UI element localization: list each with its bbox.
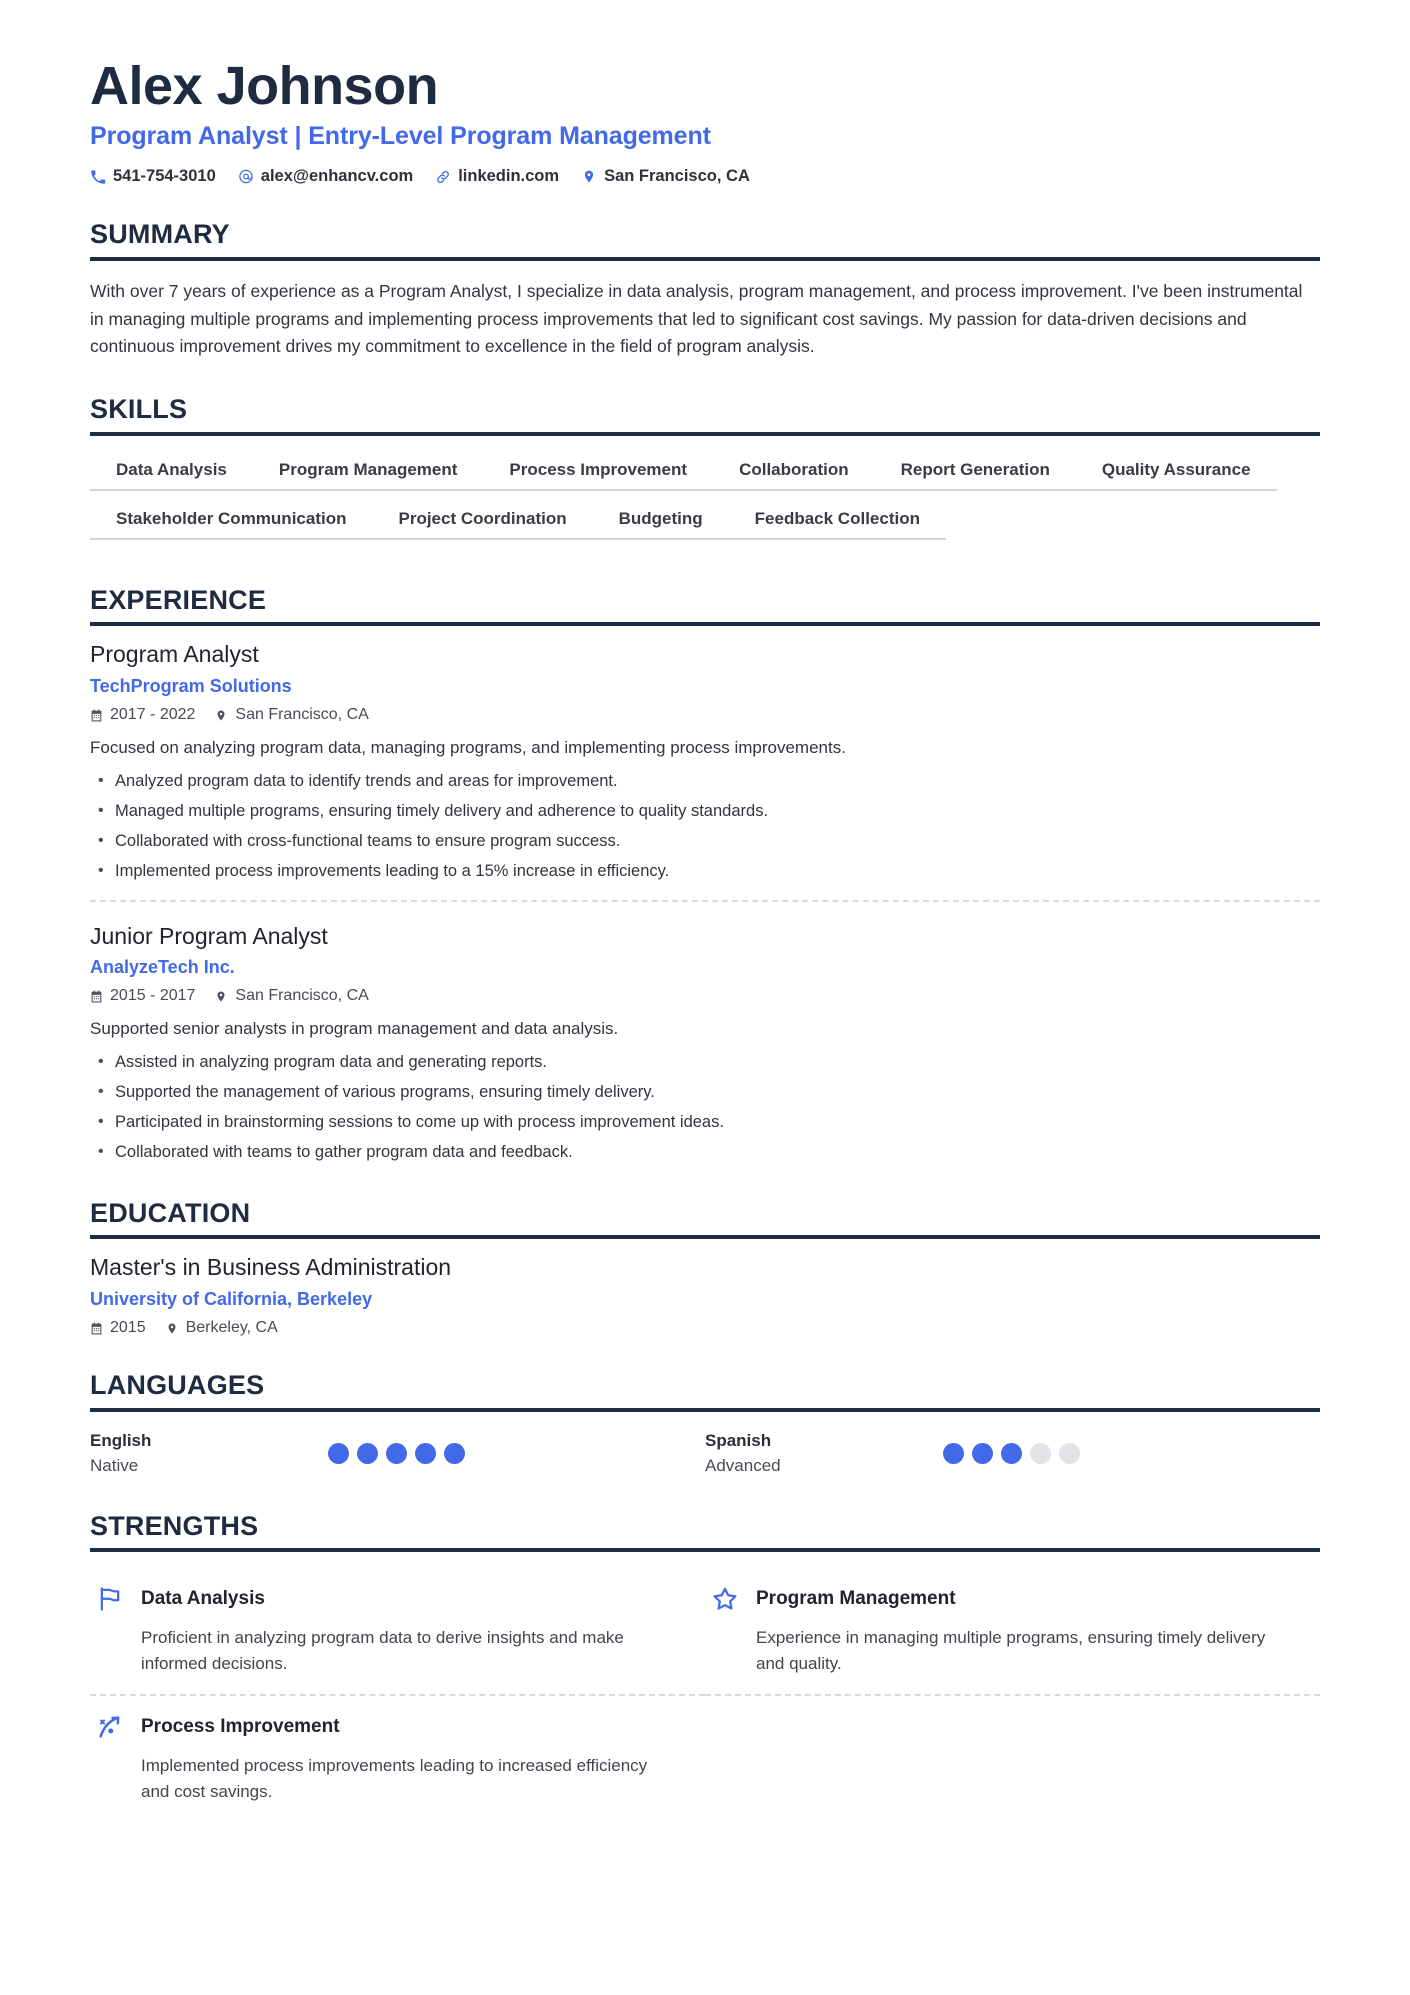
section-divider xyxy=(90,1408,1320,1412)
skill-chip: Feedback Collection xyxy=(729,503,946,540)
location-pin-icon xyxy=(215,708,228,723)
language-rating-spanish xyxy=(943,1443,1080,1464)
education-degree: Master's in Business Administration xyxy=(90,1254,452,1281)
link-icon xyxy=(435,169,451,185)
job-meta xyxy=(90,987,1320,1005)
strength-description: Proficient in analyzing program data to derive insights and make informed decisions. xyxy=(141,1628,624,1673)
calendar-icon xyxy=(90,708,103,723)
strength-head xyxy=(95,1712,665,1742)
education-location-text: Berkeley, CA xyxy=(185,1319,278,1337)
strength-item-placeholder xyxy=(705,1696,1320,1822)
rating-dot xyxy=(972,1443,993,1464)
language-level: Advanced xyxy=(705,1455,781,1475)
job-bullet: • Supported the management of various programs, ensuring timely delivery. xyxy=(90,1081,1320,1105)
job-bullet: • Managed multiple programs, ensuring timely delivery and adherence to quality standards. xyxy=(90,800,1320,824)
job-bullet: • Implemented process improvements leading to a 15% increase in efficiency. xyxy=(90,860,1320,884)
job-company[interactable]: TechProgram Solutions xyxy=(90,676,292,697)
skill-chip: Data Analysis xyxy=(90,454,253,491)
language-labels xyxy=(705,1430,943,1478)
strength-description: Implemented process improvements leading to increased efficiency and cost savings. xyxy=(141,1756,648,1801)
job-location xyxy=(215,987,368,1005)
education-dates-text: 2015 xyxy=(110,1319,146,1337)
rating-dot xyxy=(444,1443,465,1464)
job-dates-text: 2015 - 2017 xyxy=(110,987,196,1005)
section-divider xyxy=(90,432,1320,436)
strength-item-program-management xyxy=(705,1568,1320,1696)
location-pin-icon xyxy=(215,989,228,1004)
section-title-summary: SUMMARY xyxy=(90,219,230,250)
section-strengths xyxy=(90,1512,1320,1823)
location-pin-icon xyxy=(166,1321,179,1336)
rating-dot xyxy=(386,1443,407,1464)
skill-chip: Program Management xyxy=(253,454,484,491)
skill-chip: Quality Assurance xyxy=(1076,454,1277,491)
job-meta xyxy=(90,706,1320,724)
skills-list xyxy=(90,454,1320,552)
job-description: Focused on analyzing program data, managing programs, and implementing process improvements. xyxy=(90,738,846,758)
calendar-icon xyxy=(90,1321,103,1336)
location-pin-icon xyxy=(581,169,597,185)
contact-phone[interactable] xyxy=(90,167,216,186)
contact-location-text: San Francisco, CA xyxy=(604,167,750,186)
skill-chip: Project Coordination xyxy=(372,503,592,540)
growth-arrow-icon xyxy=(95,1712,125,1742)
section-experience xyxy=(90,586,1320,1165)
job-dates xyxy=(90,706,195,724)
job-location xyxy=(215,706,368,724)
email-icon xyxy=(238,169,254,185)
calendar-icon xyxy=(90,989,103,1004)
strength-item-data-analysis xyxy=(90,1568,705,1696)
section-summary xyxy=(90,220,1320,361)
strength-head xyxy=(95,1584,665,1614)
language-item-english xyxy=(90,1430,705,1478)
strength-description: Experience in managing multiple programs, ensuring timely delivery and quality. xyxy=(756,1628,1266,1673)
section-title-languages: LANGUAGES xyxy=(90,1370,265,1401)
skill-chip: Stakeholder Communication xyxy=(90,503,372,540)
section-title-education: EDUCATION xyxy=(90,1197,251,1228)
job-bullet: • Analyzed program data to identify trends and areas for improvement. xyxy=(90,770,1320,794)
education-location xyxy=(166,1319,278,1337)
language-item-spanish xyxy=(705,1430,1320,1478)
education-dates xyxy=(90,1319,146,1337)
section-divider xyxy=(90,1548,1320,1552)
job-bullet: • Collaborated with cross-functional teams to ensure program success. xyxy=(90,830,1320,854)
contact-email[interactable] xyxy=(238,167,413,186)
job-dates-text: 2017 - 2022 xyxy=(110,706,196,724)
job-description: Supported senior analysts in program management and data analysis. xyxy=(90,1019,619,1039)
rating-dot xyxy=(1059,1443,1080,1464)
job-company[interactable]: AnalyzeTech Inc. xyxy=(90,957,235,978)
rating-dot xyxy=(415,1443,436,1464)
section-skills xyxy=(90,395,1320,552)
education-meta xyxy=(90,1319,1320,1337)
resume-header xyxy=(90,56,1320,186)
rating-dot xyxy=(357,1443,378,1464)
job-location-text: San Francisco, CA xyxy=(235,987,369,1005)
rating-dot xyxy=(943,1443,964,1464)
job-bullet-list xyxy=(90,1051,1320,1165)
rating-dot xyxy=(1001,1443,1022,1464)
rating-dot xyxy=(328,1443,349,1464)
candidate-name: Alex Johnson xyxy=(90,56,439,116)
language-name: Spanish xyxy=(705,1430,772,1450)
experience-entry xyxy=(90,626,1320,883)
contact-phone-text: 541-754-3010 xyxy=(113,167,216,186)
flag-icon xyxy=(95,1584,125,1614)
section-divider xyxy=(90,257,1320,261)
job-bullet-list xyxy=(90,770,1320,884)
contact-link[interactable] xyxy=(435,167,559,186)
contact-location xyxy=(581,167,750,186)
job-title: Junior Program Analyst xyxy=(90,922,328,949)
job-bullet: • Participated in brainstorming sessions to come up with process improvement ideas. xyxy=(90,1111,1320,1135)
strength-title: Data Analysis xyxy=(141,1588,265,1610)
section-title-skills: SKILLS xyxy=(90,394,188,425)
skill-chip: Collaboration xyxy=(713,454,875,491)
job-dates xyxy=(90,987,195,1005)
candidate-headline: Program Analyst | Entry-Level Program Management xyxy=(90,122,711,151)
education-entry xyxy=(90,1239,1320,1337)
strength-item-process-improvement xyxy=(90,1696,705,1822)
language-rating-english xyxy=(328,1443,465,1464)
job-title: Program Analyst xyxy=(90,641,259,668)
section-education xyxy=(90,1199,1320,1337)
skill-chip: Report Generation xyxy=(875,454,1076,491)
language-labels xyxy=(90,1430,328,1478)
strength-title: Process Improvement xyxy=(141,1716,340,1738)
strength-head xyxy=(710,1584,1280,1614)
experience-entry xyxy=(90,900,1320,1165)
skill-chip: Budgeting xyxy=(593,503,729,540)
section-title-strengths: STRENGTHS xyxy=(90,1510,259,1541)
job-bullet: • Assisted in analyzing program data and generating reports. xyxy=(90,1051,1320,1075)
education-school[interactable]: University of California, Berkeley xyxy=(90,1289,373,1310)
strength-title: Program Management xyxy=(756,1588,956,1610)
language-level: Native xyxy=(90,1455,139,1475)
summary-text: With over 7 years of experience as a Program Analyst, I specialize in data analysis, program management, and process improvement. I've been instrumental in managing multiple programs and implementing process improvements that led to significant cost savings. My passion for data-driven decisions and continuous improvement drives my commitment to excellence in the field of program analysis. xyxy=(90,281,1303,357)
job-location-text: San Francisco, CA xyxy=(235,706,369,724)
languages-list xyxy=(90,1430,1320,1478)
rating-dot xyxy=(1030,1443,1051,1464)
contact-link-text: linkedin.com xyxy=(458,167,560,186)
section-languages xyxy=(90,1371,1320,1478)
phone-icon xyxy=(90,169,106,185)
contact-email-text: alex@enhancv.com xyxy=(260,167,414,186)
star-icon xyxy=(710,1584,740,1614)
contact-row xyxy=(90,167,1320,186)
strengths-list xyxy=(90,1568,1320,1822)
section-title-experience: EXPERIENCE xyxy=(90,584,267,615)
language-name: English xyxy=(90,1430,152,1450)
skill-chip: Process Improvement xyxy=(483,454,713,491)
job-bullet: • Collaborated with teams to gather program data and feedback. xyxy=(90,1141,1320,1165)
